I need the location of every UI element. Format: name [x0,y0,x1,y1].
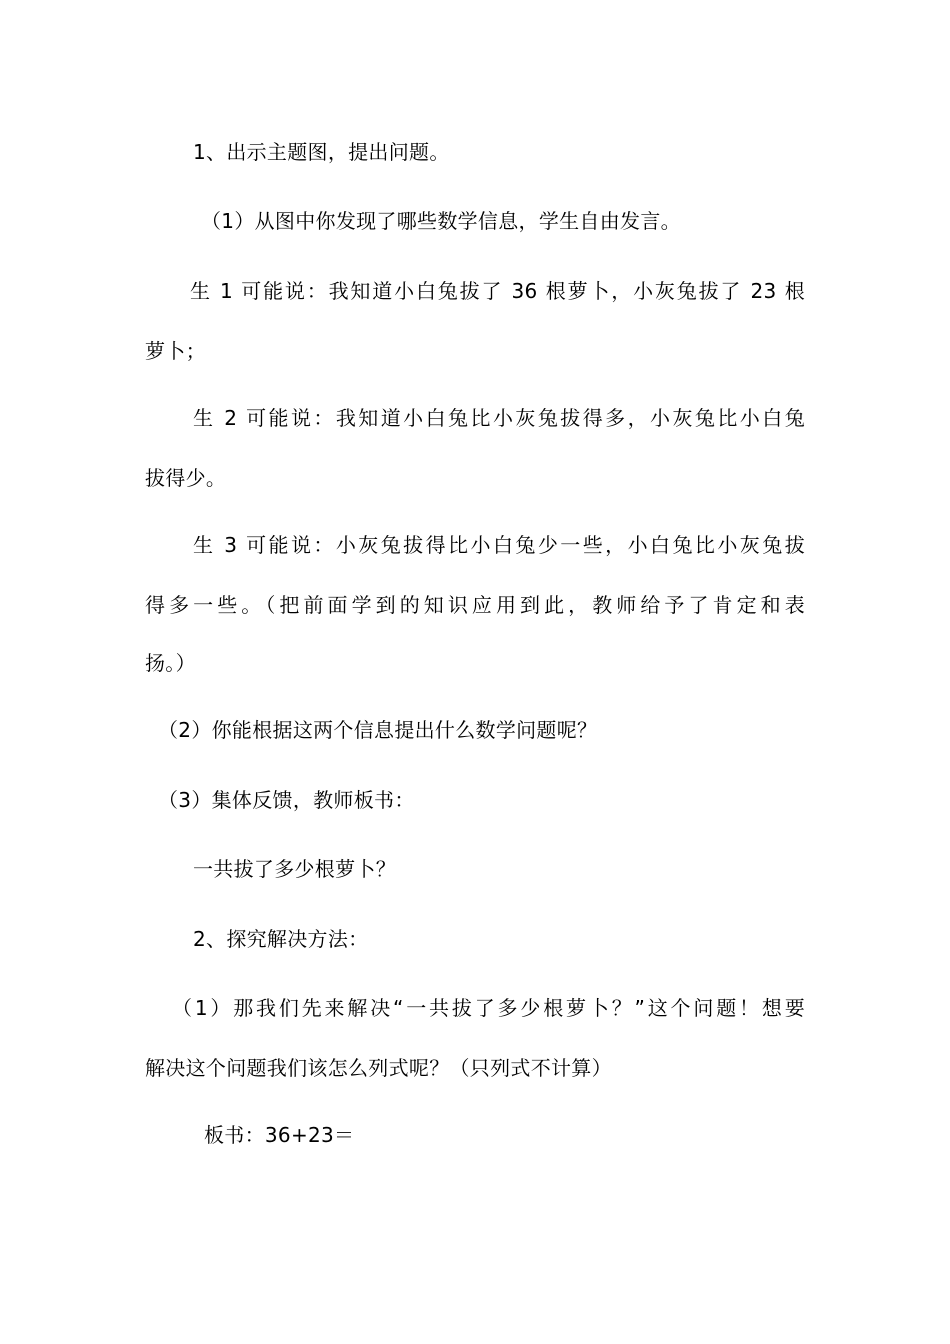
board-equation: 板书：36+23＝ [204,1123,355,1147]
student-1-line-1: 生 1 可能说：我知道小白兔拔了 36 根萝卜，小灰兔拔了 23 根 [190,279,805,303]
student-3-line-3: 扬。） [145,651,196,675]
paragraph-item-3: （3）集体反馈，教师板书： [158,788,415,812]
board-question: 一共拔了多少根萝卜？ [193,857,396,881]
student-3-line-1: 生 3 可能说：小灰兔拔得比小白兔少一些，小白兔比小灰兔拔 [193,533,805,557]
student-2-line-2: 拔得少。 [145,466,227,490]
method-line-1: （1）那我们先来解决“一共拔了多少根萝卜？”这个问题！想要 [172,996,805,1020]
paragraph-item-2: （2）你能根据这两个信息提出什么数学问题呢？ [158,718,598,742]
section-heading-2: 2、探究解决方法： [193,927,369,951]
student-3-line-2: 得多一些。（把前面学到的知识应用到此，教师给予了肯定和表 [145,593,805,617]
paragraph-item-1: （1）从图中你发现了哪些数学信息，学生自由发言。 [201,209,681,233]
student-1-line-2: 萝卜； [145,339,206,363]
method-line-2: 解决这个问题我们该怎么列式呢？（只列式不计算） [145,1056,612,1080]
section-heading-1: 1、出示主题图，提出问题。 [193,140,450,164]
student-2-line-1: 生 2 可能说：我知道小白兔比小灰兔拔得多，小灰兔比小白兔 [193,406,805,430]
